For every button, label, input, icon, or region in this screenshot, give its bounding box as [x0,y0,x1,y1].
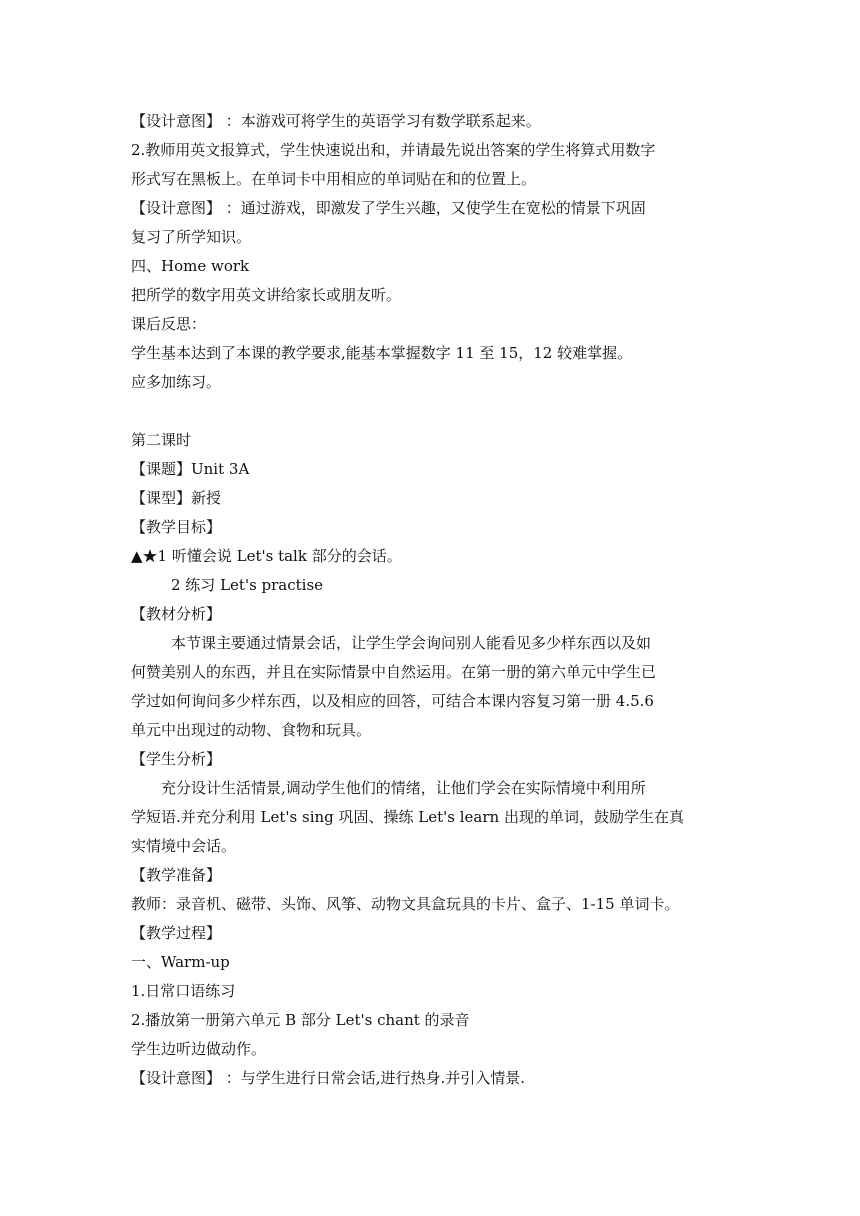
material-analysis-line-1: 本节课主要通过情景会话，让学生学会询问别人能看见多少样东西以及如 [171,634,652,652]
lesson-type-line: 【课型】新授 [131,489,222,507]
step-2-line-2: 形式写在黑板上。在单词卡中用相应的单词贴在和的位置上。 [131,170,537,188]
reflection-text-2: 应多加练习。 [131,373,222,391]
reflection-heading: 课后反思： [131,315,207,333]
design-intent-1: 【设计意图】 ：本游戏可将学生的英语学习有数学联系起来。 [131,112,541,130]
homework-heading: 四、Home work [131,257,250,275]
warmup-step-2-note: 学生边听边做动作。 [131,1040,267,1058]
material-analysis-line-3: 学过如何询问多少样东西，以及相应的回答，可结合本课内容复习第一册 4.5.6 [131,692,654,710]
design-intent-2-line-2: 复习了所学知识。 [131,228,252,246]
objective-2: 2 练习 Let's practise [171,576,324,594]
student-analysis-line-3: 实情境中会话。 [131,837,237,855]
material-analysis-line-4: 单元中出现过的动物、食物和玩具。 [131,721,372,739]
reflection-text-1: 学生基本达到了本课的教学要求,能基本掌握数字 11 至 15，12 较难掌握。 [131,344,633,362]
warmup-step-1: 1.日常口语练习 [131,982,236,1000]
design-intent-3: 【设计意图】 ：与学生进行日常会话,进行热身.并引入情景. [131,1069,526,1087]
material-analysis-line-2: 何赞美别人的东西，并且在实际情景中自然运用。在第一册的第六单元中学生已 [131,663,657,681]
lesson-2-title: 第二课时 [131,431,192,449]
preparation-heading: 【教学准备】 [131,866,222,884]
blank-line [131,397,731,426]
student-analysis-line-2: 学短语.并充分利用 Let's sing 巩固、操练 Let's learn 出现的单词，鼓励学生在真 [131,808,684,826]
preparation-text: 教师：录音机、磁带、头饰、风筝、动物文具盒玩具的卡片、盒子、1-15 单词卡。 [131,895,680,913]
process-heading: 【教学过程】 [131,924,222,942]
homework-text: 把所学的数字用英文讲给家长或朋友听。 [131,286,402,304]
warmup-step-2: 2.播放第一册第六单元 B 部分 Let's chant 的录音 [131,1011,470,1029]
step-2-line-1: 2.教师用英文报算式，学生快速说出和，并请最先说出答案的学生将算式用数字 [131,141,656,159]
objectives-heading: 【教学目标】 [131,518,222,536]
design-intent-2-line-1: 【设计意图】 ：通过游戏，即激发了学生兴趣，又使学生在宽松的情景下巩固 [131,199,646,217]
objective-1: ▲★1 听懂会说 Let's talk 部分的会话。 [131,547,402,565]
material-analysis-heading: 【教材分析】 [131,605,222,623]
student-analysis-heading: 【学生分析】 [131,750,222,768]
topic-line: 【课题】Unit 3A [131,460,250,478]
warmup-heading: 一、Warm-up [131,953,230,971]
student-analysis-line-1: 充分设计生活情景,调动学生他们的情绪，让他们学会在实际情境中利用所 [161,779,646,797]
document-page [131,107,731,1093]
